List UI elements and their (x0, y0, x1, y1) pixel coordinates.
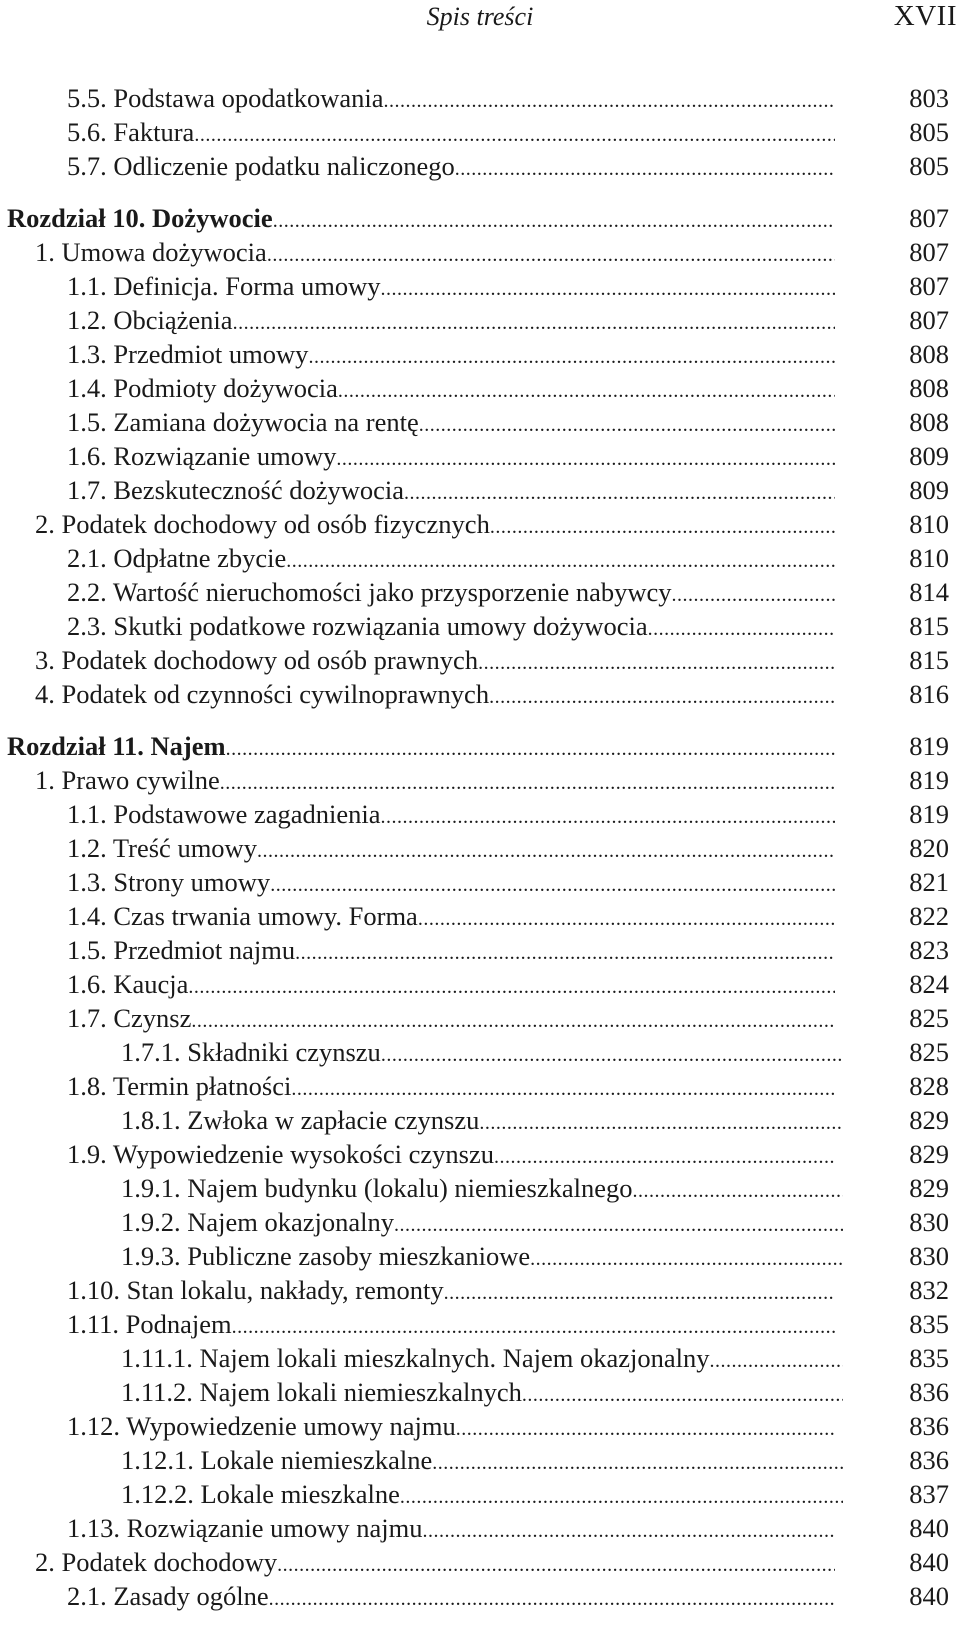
running-header (0, 0, 960, 40)
toc-entry-row (7, 899, 959, 933)
toc-page-number: 829 (909, 1105, 949, 1135)
dot-leader (277, 1548, 835, 1579)
dot-leader (489, 680, 835, 711)
toc-page-number: 815 (909, 645, 949, 675)
toc-entry-title: Strony umowy (113, 867, 271, 897)
toc-entry-row (7, 473, 959, 507)
toc-page-number: 805 (909, 117, 949, 147)
toc-entry-title: Publiczne zasoby mieszkaniowe (187, 1241, 531, 1271)
toc-entry-title: Treść umowy (112, 833, 257, 863)
toc-entry-number: 5.6. (67, 117, 107, 147)
toc-entry-title: Rozwiązanie umowy najmu (126, 1513, 423, 1543)
dot-leader (295, 936, 835, 967)
toc-entry-number: 2.1. (67, 543, 107, 573)
toc-entry-title: Najem budynku (lokalu) niemieszkalnego (187, 1173, 633, 1203)
toc-entry-title: Definicja. Forma umowy (113, 271, 381, 301)
toc-entry-row (7, 1545, 959, 1579)
toc-entry-title: Lokale mieszkalne (200, 1479, 400, 1509)
toc-page-number: 807 (909, 203, 949, 233)
toc-page-number: 828 (909, 1071, 949, 1101)
toc-entry-number: 1.7. (67, 1003, 107, 1033)
toc-page-number: 840 (909, 1513, 949, 1543)
toc-entry-title: Faktura (113, 117, 195, 147)
toc-entry-title: Czas trwania umowy. Forma (113, 901, 418, 931)
toc-page-number: 840 (909, 1581, 949, 1611)
toc-entry-title: Najem lokali niemieszkalnych (199, 1377, 522, 1407)
dot-leader (444, 1276, 835, 1307)
dot-leader (383, 84, 835, 115)
toc-entry-row (7, 677, 959, 711)
toc-page-number: 808 (909, 407, 949, 437)
toc-entry-number: 1.2. (67, 833, 107, 863)
dot-leader (710, 1344, 844, 1375)
toc-entry-number: 1. (35, 237, 55, 267)
toc-entry-row (7, 933, 959, 967)
toc-page-number: 807 (909, 271, 949, 301)
toc-entry-number: 1.6. (67, 441, 107, 471)
toc-entry-row (7, 1171, 959, 1205)
toc-entry-title: Składniki czynszu (187, 1037, 381, 1067)
toc-entry-row (7, 541, 959, 575)
dot-leader (419, 408, 835, 439)
toc-entry-row (7, 763, 959, 797)
toc-entry-title: Odliczenie podatku naliczonego (113, 151, 455, 181)
dot-leader (478, 646, 835, 677)
toc-entry-title: Najem okazjonalny (187, 1207, 395, 1237)
toc-entry-number: 1.6. (67, 969, 107, 999)
toc-page-number: 808 (909, 339, 949, 369)
toc-entry-number: 1.9.2. (121, 1207, 181, 1237)
table-of-contents (7, 81, 959, 1613)
toc-page-number: 809 (909, 475, 949, 505)
dot-leader (381, 1038, 843, 1069)
toc-entry-title: Zwłoka w zapłacie czynszu (187, 1105, 480, 1135)
toc-entry-number: 1.2. (67, 305, 107, 335)
toc-entry-number: 1.8.1. (121, 1105, 181, 1135)
dot-leader (479, 1106, 843, 1137)
dot-leader (530, 1242, 843, 1273)
toc-entry-title: Najem (150, 731, 226, 761)
toc-entry-row (7, 797, 959, 831)
toc-entry-number: 1.3. (67, 339, 107, 369)
dot-leader (267, 238, 835, 269)
toc-page-number: 832 (909, 1275, 949, 1305)
toc-entry-row (7, 405, 959, 439)
dot-leader (422, 1514, 835, 1545)
toc-entry-row (7, 269, 959, 303)
toc-entry-number: 1.12.2. (121, 1479, 194, 1509)
toc-entry-row (7, 1511, 959, 1545)
toc-entry-row (7, 439, 959, 473)
dot-leader (632, 1174, 843, 1205)
toc-entry-title: Wypowiedzenie umowy najmu (126, 1411, 456, 1441)
dot-leader (381, 272, 835, 303)
dot-leader (308, 340, 835, 371)
toc-entry-row (7, 1035, 959, 1069)
toc-entry-row (7, 831, 959, 865)
toc-entry-number: 1.13. (67, 1513, 120, 1543)
toc-entry-title: Bezskuteczność dożywocia (113, 475, 405, 505)
toc-page-number: 835 (909, 1309, 949, 1339)
toc-page-number: 810 (909, 543, 949, 573)
toc-entry-title: Wypowiedzenie wysokości czynszu (112, 1139, 494, 1169)
toc-entry-row (7, 1375, 959, 1409)
dot-leader (194, 118, 835, 149)
toc-page-number: 819 (909, 765, 949, 795)
toc-page-number: 808 (909, 373, 949, 403)
dot-leader (286, 544, 835, 575)
toc-entry-row (7, 1137, 959, 1171)
toc-entry-row (7, 507, 959, 541)
toc-entry-number: 1.12. (67, 1411, 120, 1441)
dot-leader (404, 476, 835, 507)
toc-entry-title: Obciążenia (113, 305, 233, 335)
toc-entry-title: Stan lokalu, nakłady, remonty (126, 1275, 444, 1305)
toc-entry-title: Lokale niemieszkalne (200, 1445, 433, 1475)
toc-page-number: 825 (909, 1003, 949, 1033)
toc-page-number: 836 (909, 1411, 949, 1441)
toc-entry-row (7, 967, 959, 1001)
toc-entry-number: 5.5. (67, 83, 107, 113)
toc-page-number: 830 (909, 1241, 949, 1271)
dot-leader (490, 510, 835, 541)
toc-entry-title: Zamiana dożywocia na rentę (113, 407, 419, 437)
toc-page-number: 840 (909, 1547, 949, 1577)
toc-entry-row (7, 609, 959, 643)
toc-page-number: 816 (909, 679, 949, 709)
toc-entry-row (7, 1205, 959, 1239)
header-page-number: XVII (893, 0, 957, 32)
toc-entry-number: 1.12.1. (121, 1445, 194, 1475)
toc-entry-row (7, 865, 959, 899)
toc-page-number: 810 (909, 509, 949, 539)
dot-leader (336, 442, 835, 473)
toc-entry-title: Podnajem (125, 1309, 232, 1339)
dot-leader (400, 1480, 843, 1511)
dot-leader (270, 868, 835, 899)
dot-leader (191, 1004, 835, 1035)
toc-entry-number: 1.8. (67, 1071, 107, 1101)
toc-page-number: 819 (909, 799, 949, 829)
toc-entry-number: 1. (35, 765, 55, 795)
toc-entry-number: 1.11. (67, 1309, 120, 1339)
toc-entry-row (7, 81, 959, 115)
toc-entry-number: 1.5. (67, 935, 107, 965)
toc-entry-title: Odpłatne zbycie (113, 543, 287, 573)
toc-entry-row (7, 1307, 959, 1341)
toc-page-number: 819 (909, 731, 949, 761)
toc-entry-row (7, 303, 959, 337)
dot-leader (291, 1072, 835, 1103)
toc-entry-row (7, 149, 959, 183)
dot-leader (233, 306, 835, 337)
toc-entry-title: Przedmiot najmu (113, 935, 296, 965)
toc-entry-number: Rozdział 10. (7, 203, 146, 233)
toc-entry-number: 3. (35, 645, 55, 675)
toc-entry-row (7, 1579, 959, 1613)
dot-leader (226, 732, 835, 763)
toc-entry-number: 1.7. (67, 475, 107, 505)
toc-entry-number: 1.4. (67, 373, 107, 403)
toc-entry-title: Podstawowe zagadnienia (113, 799, 381, 829)
toc-entry-title: Dożywocie (152, 203, 273, 233)
toc-entry-title: Podatek od czynności cywilnoprawnych (61, 679, 490, 709)
toc-entry-title: Przedmiot umowy (113, 339, 309, 369)
toc-page-number: 803 (909, 83, 949, 113)
toc-page-number: 836 (909, 1377, 949, 1407)
dot-leader (381, 800, 836, 831)
toc-entry-title: Termin płatności (112, 1071, 292, 1101)
toc-entry-title: Wartość nieruchomości jako przysporzenie nabywcy (112, 577, 672, 607)
dot-leader (672, 578, 836, 609)
toc-entry-number: 1.9.1. (121, 1173, 181, 1203)
dot-leader (455, 152, 835, 183)
toc-page-number: 822 (909, 901, 949, 931)
dot-leader (648, 612, 835, 643)
header-title: Spis treści (426, 2, 534, 31)
toc-chapter-row (7, 729, 959, 763)
toc-entry-number: 1.5. (67, 407, 107, 437)
toc-entry-number: 1.1. (67, 271, 107, 301)
dot-leader (418, 902, 835, 933)
dot-leader (494, 1140, 835, 1171)
toc-entry-number: 2. (35, 1547, 55, 1577)
toc-page-number: 814 (909, 577, 949, 607)
toc-entry-number: 1.7.1. (121, 1037, 181, 1067)
toc-entry-title: Podatek dochodowy od osób fizycznych (61, 509, 490, 539)
toc-entry-title: Podatek dochodowy od osób prawnych (61, 645, 479, 675)
dot-leader (456, 1412, 835, 1443)
toc-entry-title: Rozwiązanie umowy (113, 441, 337, 471)
toc-entry-title: Zasady ogólne (113, 1581, 269, 1611)
toc-entry-title: Umowa dożywocia (61, 237, 267, 267)
toc-entry-number: 1.11.2. (121, 1377, 193, 1407)
toc-page-number: 807 (909, 237, 949, 267)
toc-entry-row (7, 1341, 959, 1375)
dot-leader (338, 374, 835, 405)
toc-entry-row (7, 235, 959, 269)
toc-entry-row (7, 1443, 959, 1477)
toc-page-number: 835 (909, 1343, 949, 1373)
toc-entry-number: 4. (35, 679, 55, 709)
toc-entry-title: Kaucja (113, 969, 189, 999)
toc-entry-row (7, 1103, 959, 1137)
dot-leader (232, 1310, 835, 1341)
toc-entry-title: Skutki podatkowe rozwiązania umowy dożywocia (113, 611, 648, 641)
toc-entry-title: Prawo cywilne (61, 765, 220, 795)
toc-page-number: 829 (909, 1139, 949, 1169)
dot-leader (273, 204, 835, 235)
toc-entry-title: Podatek dochodowy (61, 1547, 278, 1577)
dot-leader (394, 1208, 843, 1239)
toc-entry-number: 2. (35, 509, 55, 539)
dot-leader (432, 1446, 843, 1477)
toc-entry-row (7, 1477, 959, 1511)
toc-page-number: 815 (909, 611, 949, 641)
toc-entry-number: 2.3. (67, 611, 107, 641)
dot-leader (269, 1582, 835, 1613)
toc-page-number: 820 (909, 833, 949, 863)
toc-entry-number: 1.11.1. (121, 1343, 193, 1373)
toc-entry-title: Czynsz (113, 1003, 192, 1033)
toc-entry-row (7, 371, 959, 405)
dot-leader (188, 970, 835, 1001)
toc-page-number: 823 (909, 935, 949, 965)
toc-entry-number: 1.9.3. (121, 1241, 181, 1271)
toc-entry-row (7, 337, 959, 371)
toc-entry-row (7, 1239, 959, 1273)
dot-leader (257, 834, 835, 865)
toc-entry-number: 2.2. (67, 577, 107, 607)
dot-leader (522, 1378, 843, 1409)
toc-page-number: 836 (909, 1445, 949, 1475)
toc-page-number: 809 (909, 441, 949, 471)
toc-entry-row (7, 115, 959, 149)
toc-entry-number: 5.7. (67, 151, 107, 181)
toc-entry-number: 2.1. (67, 1581, 107, 1611)
toc-entry-number: 1.9. (67, 1139, 107, 1169)
toc-entry-number: 1.10. (67, 1275, 120, 1305)
toc-entry-row (7, 1001, 959, 1035)
toc-page-number: 821 (909, 867, 949, 897)
toc-page-number: 825 (909, 1037, 949, 1067)
toc-entry-row (7, 575, 959, 609)
toc-entry-number: 1.3. (67, 867, 107, 897)
toc-page-number: 829 (909, 1173, 949, 1203)
toc-entry-row (7, 643, 959, 677)
toc-entry-number: 1.1. (67, 799, 107, 829)
toc-entry-title: Podstawa opodatkowania (113, 83, 384, 113)
toc-page-number: 824 (909, 969, 949, 999)
toc-chapter-row (7, 201, 959, 235)
toc-page-number: 805 (909, 151, 949, 181)
toc-entry-title: Podmioty dożywocia (113, 373, 338, 403)
toc-page-number: 807 (909, 305, 949, 335)
dot-leader (220, 766, 835, 797)
toc-entry-title: Najem lokali mieszkalnych. Najem okazjonalny (199, 1343, 710, 1373)
toc-page-number: 837 (909, 1479, 949, 1509)
toc-entry-row (7, 1273, 959, 1307)
toc-entry-row (7, 1409, 959, 1443)
toc-entry-number: Rozdział 11. (7, 731, 144, 761)
toc-entry-row (7, 1069, 959, 1103)
toc-entry-number: 1.4. (67, 901, 107, 931)
toc-page-number: 830 (909, 1207, 949, 1237)
